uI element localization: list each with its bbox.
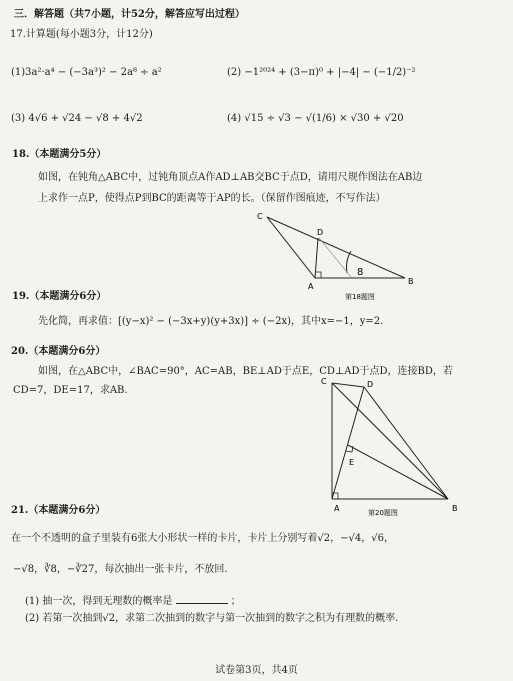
segment-CA bbox=[267, 217, 315, 278]
segment-CB bbox=[332, 383, 448, 499]
segment-BD bbox=[364, 387, 448, 499]
label-B: B bbox=[408, 277, 414, 286]
q18-figure bbox=[255, 205, 425, 305]
q17-part2: (2) −1²⁰²⁴ + (3−π)⁰ + |−4| − (−1/2)⁻² bbox=[227, 67, 416, 78]
q21-text-line1: 在一个不透明的盒子里装有6张大小形状一样的卡片，卡片上分别写着√2，−√4，√6， bbox=[11, 533, 394, 544]
answer-blank[interactable] bbox=[176, 594, 228, 604]
segment-CD bbox=[332, 383, 364, 387]
q20-title: 20.（本题满分6分） bbox=[11, 346, 106, 357]
q21-sub1 bbox=[25, 594, 241, 608]
segment-AD bbox=[332, 387, 364, 499]
q19-text: 先化简，再求值：[(y−x)² − (−3x+y)(y+3x)] ÷ (−2x)，其中x=−1，y=2. bbox=[38, 316, 384, 327]
q20-text-line1: 如图，在△ABC中，∠BAC=90°，AC=AB，BE⊥AD于点E，CD⊥AD于点D，连接BD，若 bbox=[38, 366, 453, 377]
label-D: D bbox=[367, 380, 374, 389]
q19-title: 19.（本题满分6分） bbox=[12, 291, 107, 302]
q18-text-line1: 如图，在钝角△ABC中，过钝角顶点A作AD⊥AB交BC于点D，请用尺规作图法在AB边 bbox=[38, 172, 423, 183]
section-header: 三．解答题（共7小题，计52分，解答应写出过程） bbox=[14, 9, 245, 20]
label-A: A bbox=[334, 504, 340, 513]
segment-CB bbox=[267, 217, 405, 278]
handwritten-mark: 8 bbox=[357, 267, 364, 278]
q21-text-line2: −√8，∛8，−∛27，每次抽出一张卡片，不放回. bbox=[13, 564, 228, 575]
label-C: C bbox=[257, 212, 263, 221]
q18-title: 18.（本题满分5分） bbox=[12, 149, 107, 160]
q18-text-line2: 上求作一点P，使得点P到BC的距离等于AP的长。（保留作图痕迹，不写作法） bbox=[38, 193, 386, 204]
label-B: B bbox=[452, 504, 458, 513]
right-angle-mark bbox=[315, 272, 321, 278]
label-D: D bbox=[317, 228, 324, 237]
label-A: A bbox=[308, 282, 314, 291]
q17-part4: (4) √15 ÷ √3 − √(1/6) × √30 + √20 bbox=[227, 113, 404, 124]
q17-title: 17.计算题(每小题3分，计12分) bbox=[10, 29, 153, 40]
q17-part1: (1)3a²·a⁴ − (−3a³)² − 2a⁸ ÷ a² bbox=[11, 67, 162, 78]
q21-sub2: (2) 若第一次抽到√2，求第二次抽到的数字与第一次抽到的数字之积为有理数的概率. bbox=[25, 613, 399, 624]
q20-text-line2: CD=7，DE=17，求AB. bbox=[13, 385, 128, 396]
page-footer: 试卷第3页，共4页 bbox=[215, 665, 298, 676]
label-C: C bbox=[321, 377, 327, 386]
q21-sub1-suffix: ； bbox=[230, 596, 241, 607]
label-E: E bbox=[349, 458, 355, 467]
q17-part3: (3) 4√6 + √24 − √8 + 4√2 bbox=[11, 113, 143, 124]
segment-BE bbox=[348, 445, 448, 499]
q21-sub1-text: (1) 抽一次，得到无理数的概率是 bbox=[25, 596, 173, 607]
q20-caption: 第20题图 bbox=[368, 509, 398, 517]
construction-line bbox=[319, 238, 351, 277]
q18-caption: 第18题图 bbox=[345, 293, 375, 301]
q21-title: 21.（本题满分6分） bbox=[11, 505, 106, 516]
q20-figure bbox=[318, 375, 463, 525]
